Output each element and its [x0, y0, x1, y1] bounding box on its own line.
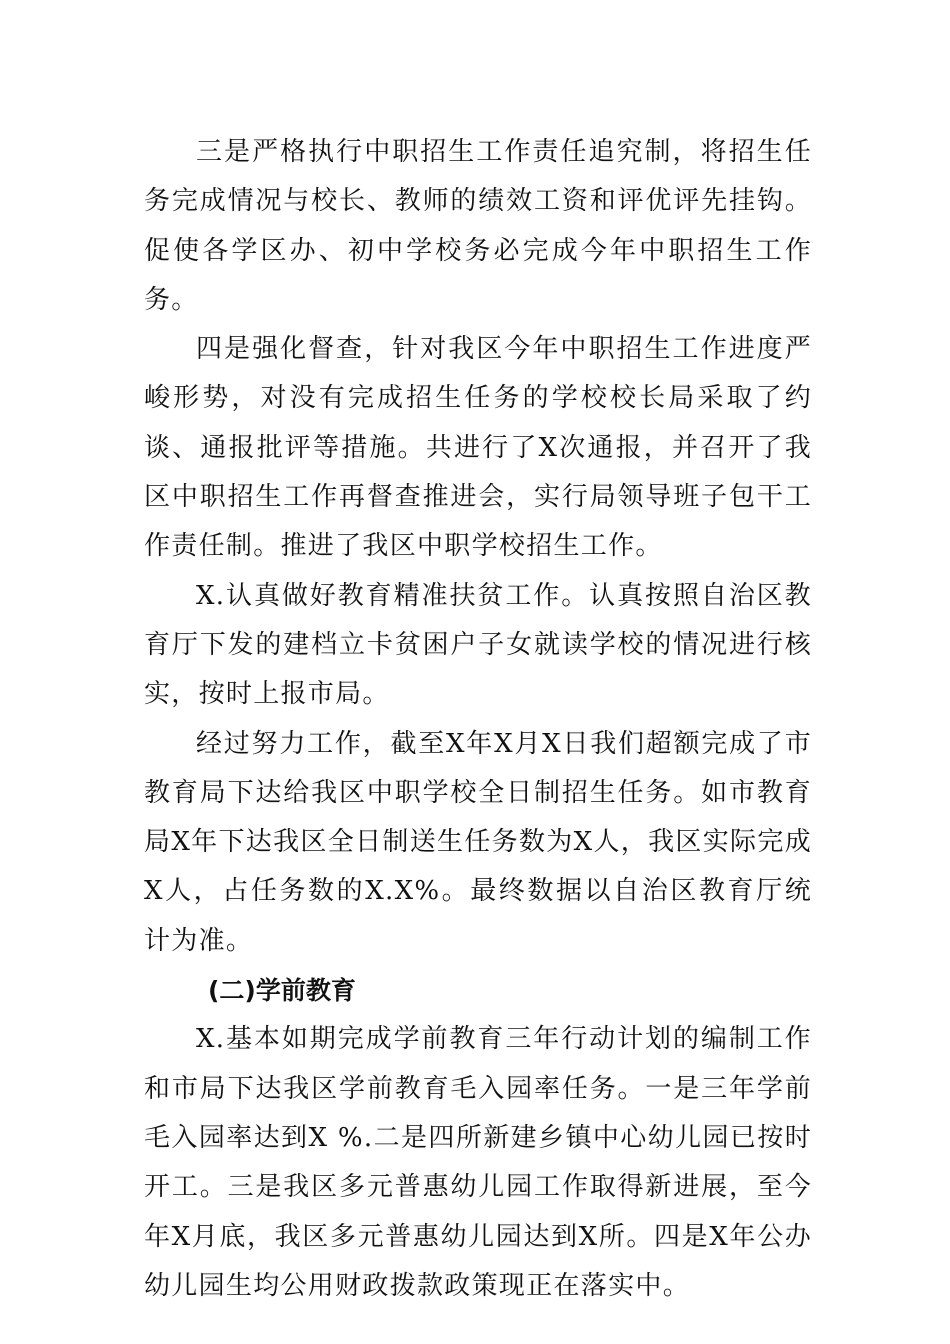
paragraph-accountability: 三是严格执行中职招生工作责任追究制，将招生任务完成情况与校长、教师的绩效工资和评优评先挂钩。促使各学区办、初中学校务必完成今年中职招生工作务。 [144, 137, 812, 315]
section-heading-preschool: (二)学前教育 [208, 976, 356, 1006]
paragraph-enrollment-results: 经过努力工作，截至X年X月X日我们超额完成了市教育局下达给我区中职学校全日制招生任务。如市教育局X年下达我区全日制送生任务数为X人，我区实际完成X人，占任务数的X.X%。最终数据以自治区教育厅统计为准。 [144, 728, 812, 956]
paragraph-supervision: 四是强化督查，针对我区今年中职招生工作进度严峻形势，对没有完成招生任务的学校校长局采取了约谈、通报批评等措施。共进行了X次通报，并召开了我区中职招生工作再督查推进会，实行局领导班子包干工作责任制。推进了我区中职学校招生工作。 [144, 334, 812, 562]
document-body [144, 128, 812, 1311]
paragraph-poverty-alleviation: X.认真做好教育精准扶贫工作。认真按照自治区教育厅下发的建档立卡贫困户子女就读学校的情况进行核实，按时上报市局。 [144, 580, 812, 710]
paragraph-preschool-plan: X.基本如期完成学前教育三年行动计划的编制工作和市局下达我区学前教育毛入园率任务。一是三年学前毛入园率达到X %.二是四所新建乡镇中心幼儿园已按时开工。三是我区多元普惠幼儿园工作取得新进展，至今年X月底，我区多元普惠幼儿园达到X所。四是X年公办幼儿园生均公用财政拨款政策现正在落实中。 [144, 1024, 812, 1301]
